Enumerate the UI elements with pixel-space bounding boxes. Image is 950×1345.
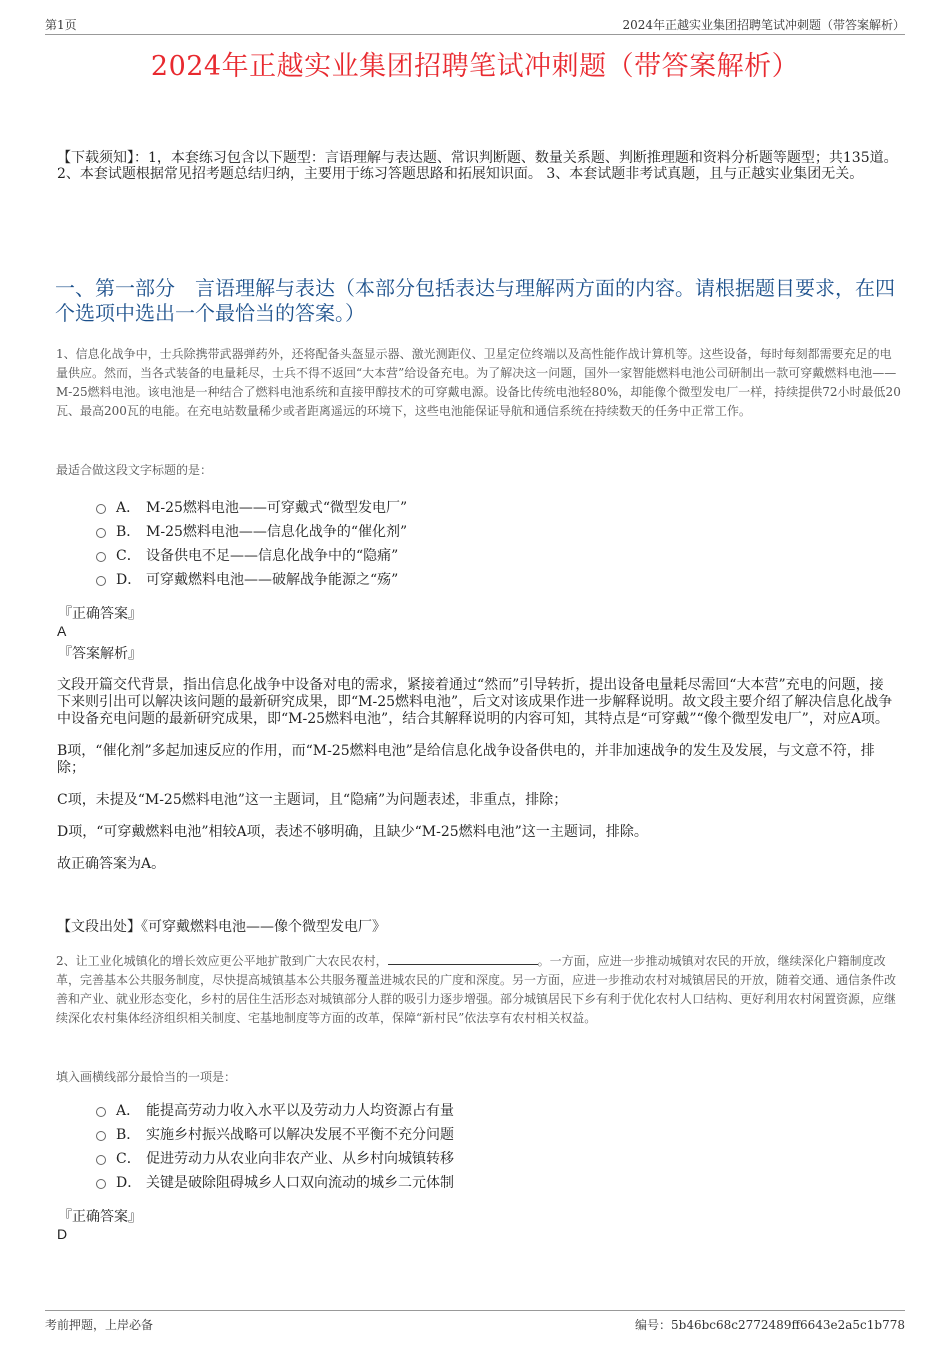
radio-icon[interactable] [96,1179,106,1189]
option-text: 可穿戴燃料电池——破解战争能源之“殇” [146,572,399,588]
radio-icon[interactable] [96,552,106,562]
document-code: 编号：5b46bc68c2772489ff6643e2a5c1b778 [635,1318,905,1332]
option-text: M-25燃料电池——信息化战争的“催化剂” [146,524,408,540]
analysis-paragraph: B项，“催化剂”多起加速反应的作用，而“M-25燃料电池”是给信息化战争设备供电的，并非加速战争的发生及发展，与文意不符，排除； [57,743,875,776]
option-text: M-25燃料电池——可穿戴式“微型发电厂” [146,500,408,516]
download-notice: 【下载须知】：1，本套练习包含以下题型：言语理解与表达题、常识判断题、数量关系题、判断推理题和资料分析题等题型；共135道。 2、本套试题根据常见招考题总结归纳，主要用于练习答题思路和拓展知识面。 3、本套试题非考试真题，且与正越实业集团无关。 [57,150,898,182]
page-title: 2024年正越实业集团招聘笔试冲刺题（带答案解析） [150,51,800,82]
option-text: 实施乡村振兴战略可以解决发展不平衡不充分问题 [146,1127,454,1143]
page-header [45,14,905,35]
answer-analysis [57,677,896,873]
option-d[interactable]: D． 可穿戴燃料电池——破解战争能源之“殇” [96,567,407,591]
option-a[interactable]: A． 能提高劳动力收入水平以及劳动力人均资源占有量 [96,1098,454,1122]
radio-icon[interactable] [96,504,106,514]
option-text: 能提高劳动力收入水平以及劳动力人均资源占有量 [146,1103,454,1119]
radio-icon[interactable] [96,1107,106,1117]
question-1-prompt: 最适合做这段文字标题的是： [56,463,213,477]
answer-label: 『正确答案』 [58,606,142,622]
section-title: 一、第一部分 言语理解与表达（本部分包括表达与理解两方面的内容。请根据题目要求，在四个选项中选出一个最恰当的答案。） [55,276,895,325]
footer-slogan: 考前押题，上岸必备 [45,1318,154,1332]
option-text: 关键是破除阻碍城乡人口双向流动的城乡二元体制 [146,1175,454,1191]
radio-icon[interactable] [96,528,106,538]
question-2-prompt: 填入画横线部分最恰当的一项是： [56,1070,237,1084]
passage-source: 【文段出处】《可穿戴燃料电池——像个微型发电厂》 [57,919,386,935]
fill-blank [388,952,538,965]
option-a[interactable]: A． M-25燃料电池——可穿戴式“微型发电厂” [96,495,407,519]
option-c[interactable]: C． 设备供电不足——信息化战争中的“隐痛” [96,543,407,567]
header-doc-title: 2024年正越实业集团招聘笔试冲刺题（带答案解析） [622,18,905,32]
option-b[interactable]: B． M-25燃料电池——信息化战争的“催化剂” [96,519,407,543]
answer-label: 『正确答案』 [58,1209,142,1225]
option-c[interactable]: C． 促进劳动力从农业向非农产业、从乡村向城镇转移 [96,1146,454,1170]
radio-icon[interactable] [96,1155,106,1165]
analysis-paragraph: 文段开篇交代背景，指出信息化战争中设备对电的需求，紧接着通过“然而”引导转折，提出设备电量耗尽需回“大本营”充电的问题，接下来则引出可以解决该问题的最新研究成果，即“M-25燃料电池”，后文对该成果作进一步解释说明。故文段主要介绍了解决信息化战争中设备充电问题的最新研究成果，即“M-25燃料电池”，结合其解释说明的内容可知，其特点是“可穿戴”“像个微型发电厂”，对应A项。 [57,677,893,727]
page-number: 第1页 [45,18,77,32]
option-d[interactable]: D． 关键是破除阻碍城乡人口双向流动的城乡二元体制 [96,1170,454,1194]
correct-answer: A [57,623,67,639]
option-text: 设备供电不足——信息化战争中的“隐痛” [146,548,399,564]
question-2-text: 2、让工业化城镇化的增长效应更公平地扩散到广大农民农村， 。一方面，应进一步推动城镇对农民的开放，继续深化户籍制度改革，完善基本公共服务制度，尽快提高城镇基本公共服务覆盖进城农民的广度和深度。另一方面，应进一步推动农村对城镇居民的开放，随着交通、通信条件改善和产业、就业形态变化，乡村的居住生活形态对城镇部分人群的吸引力逐步增强。部分城镇居民下乡有利于优化农村人口结构、更好利用农村闲置资源，应继续深化农村集体经济组织相关制度、宅基地制度等方面的改革，保障“新村民”依法享有农村相关权益。 [56,954,897,1025]
radio-icon[interactable] [96,576,106,586]
question-2-options [96,1098,454,1194]
option-text: 促进劳动力从农业向非农产业、从乡村向城镇转移 [146,1151,454,1167]
question-1-text: 1、信息化战争中，士兵除携带武器弹药外，还将配备头盔显示器、激光测距仪、卫星定位终端以及高性能作战计算机等。这些设备，每时每刻都需要充足的电量供应。然而，当各式装备的电量耗尽，士兵不得不返回“大本营”给设备充电。为了解决这一问题，国外一家智能燃料电池公司研制出一款可穿戴燃料电池——M-25燃料电池。该电池是一种结合了燃料电池系统和直接甲醇技术的可穿戴电源。设备比传统电池轻80%，却能像个微型发电厂一样，持续提供72小时最低20瓦、最高200瓦的电能。在充电站数量稀少或者距离遥远的环境下，这些电池能保证导航和通信系统在持续数天的任务中正常工作。 [56,347,901,418]
analysis-paragraph: 故正确答案为A。 [57,856,166,872]
correct-answer: D [57,1226,68,1242]
analysis-paragraph: D项，“可穿戴燃料电池”相较A项，表述不够明确，且缺少“M-25燃料电池”这一主题词，排除。 [57,824,648,840]
analysis-label: 『答案解析』 [58,646,142,662]
option-b[interactable]: B． 实施乡村振兴战略可以解决发展不平衡不充分问题 [96,1122,454,1146]
question-1-options [96,495,407,591]
radio-icon[interactable] [96,1131,106,1141]
page-footer [45,1310,905,1333]
analysis-paragraph: C项，未提及“M-25燃料电池”这一主题词，且“隐痛”为问题表述，非重点，排除； [57,792,568,808]
